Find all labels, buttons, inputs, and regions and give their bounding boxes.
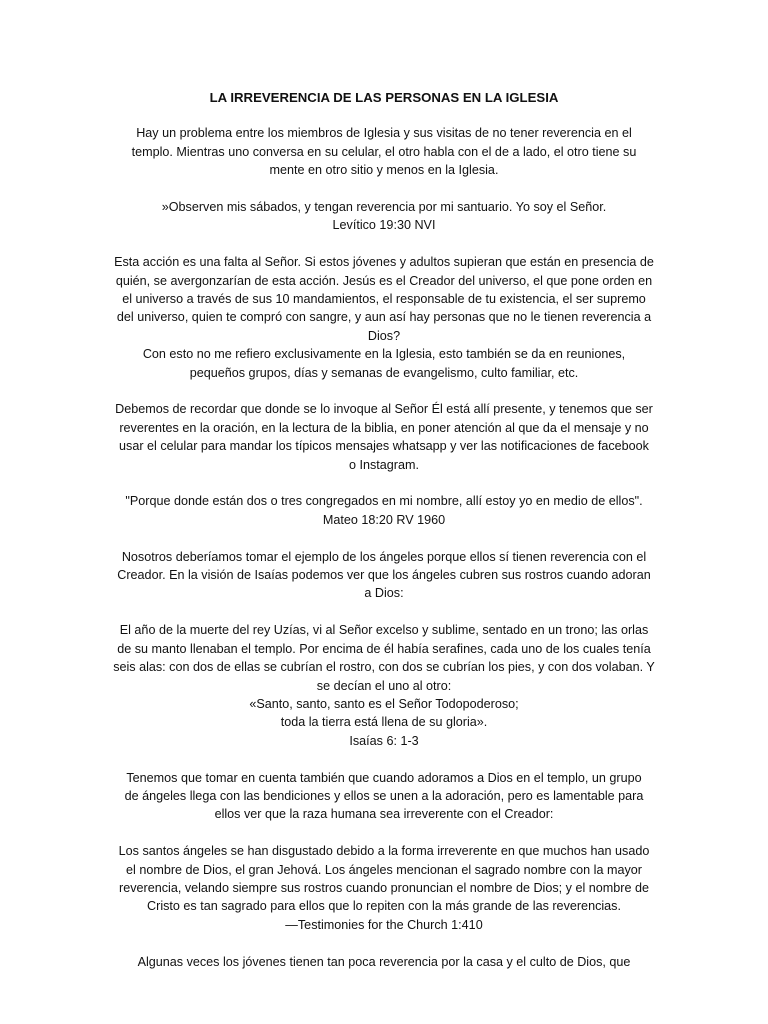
text-line: toda la tierra está llena de su gloria».	[280, 715, 488, 730]
document-page	[108, 89, 660, 989]
text-line: Nosotros deberíamos tomar el ejemplo de los ángeles porque ellos sí tienen reverencia con el	[121, 549, 647, 564]
text-line: Los santos ángeles se han disgustado debido a la forma irreverente en que muchos han usado	[118, 844, 650, 859]
text-line: ellos ver que la raza humana sea irreverente con el Creador:	[214, 807, 554, 822]
text-line: a Dios:	[364, 586, 404, 601]
text-line: quién, se avergonzarían de esta acción. Jesús es el Creador del universo, el que pone orden en	[115, 273, 653, 288]
text-line: reverencia, velando siempre sus rostros cuando pronuncian el nombre de Dios; y el nombre de	[119, 880, 649, 895]
text-line: Hay un problema entre los miembros de Iglesia y sus visitas de no tener reverencia en el	[136, 126, 632, 141]
text-line: Creador. En la visión de Isaías podemos ver que los ángeles cubren sus rostros cuando adoran	[117, 568, 651, 583]
text-line: el nombre de Dios, el gran Jehová. Los ángeles mencionan el sagrado nombre con la mayor	[126, 862, 642, 877]
paragraph-algunas-veces	[108, 953, 660, 971]
paragraph-quote-mateo	[108, 492, 660, 529]
text-line: del universo, quien te compró con sangre, y aun así hay personas que no le tienen reverencia a	[116, 310, 652, 325]
text-line: Mateo 18:20 RV 1960	[322, 512, 446, 527]
document-body	[108, 124, 660, 971]
text-line: «Santo, santo, santo es el Señor Todopoderoso;	[249, 696, 519, 711]
text-line: se decían el uno al otro:	[316, 678, 452, 693]
paragraph-angeles	[108, 548, 660, 603]
text-line: templo. Mientras uno conversa en su celular, el otro habla con el de a lado, el otro tiene su	[131, 144, 637, 159]
text-line: Isaías 6: 1-3	[349, 733, 419, 748]
paragraph-quote-isaias	[108, 621, 660, 750]
text-line: o Instagram.	[349, 457, 419, 472]
text-line: el universo a través de sus 10 mandamientos, el responsable de tu existencia, el ser supremo	[122, 292, 646, 307]
text-line: »Observen mis sábados, y tengan reverencia por mi santuario. Yo soy el Señor.	[161, 200, 607, 215]
text-line: Debemos de recordar que donde se lo invoque al Señor Él está allí presente, y tenemos que ser	[115, 402, 653, 417]
paragraph-quote-testimonies	[108, 842, 660, 934]
text-line: Tenemos que tomar en cuenta también que cuando adoramos a Dios en el templo, un grupo	[126, 770, 642, 785]
text-line: —Testimonies for the Church 1:410	[285, 917, 483, 932]
text-line: de ángeles llega con las bendiciones y ellos se unen a la adoración, pero es lamentable para	[124, 788, 644, 803]
paragraph-tenemos-que-tomar	[108, 769, 660, 824]
text-line: "Porque donde están dos o tres congregados en mi nombre, allí estoy yo en medio de ellos".	[125, 494, 643, 509]
text-line: mente en otro sitio y menos en la Iglesia.	[269, 163, 499, 178]
text-line: Dios?	[367, 328, 401, 343]
text-line: Levítico 19:30 NVI	[332, 218, 436, 233]
text-line: Algunas veces los jóvenes tienen tan poca reverencia por la casa y el culto de Dios, que	[137, 954, 631, 969]
document-title: LA IRREVERENCIA DE LAS PERSONAS EN LA IGLESIA	[209, 90, 559, 105]
text-line: El año de la muerte del rey Uzías, vi al Señor excelso y sublime, sentado en un trono; las orlas	[119, 623, 649, 638]
text-line: Esta acción es una falta al Señor. Si estos jóvenes y adultos supieran que están en presencia de	[114, 255, 654, 270]
text-line: seis alas: con dos de ellas se cubrían el rostro, con dos se cubrían los pies, y con dos volaban. Y	[113, 660, 655, 675]
paragraph-quote-leviticus	[108, 198, 660, 235]
text-line: de su manto llenaban el templo. Por encima de él había serafines, cada uno de los cuales tenía	[117, 641, 651, 656]
text-line: Con esto no me refiero exclusivamente en la Iglesia, esto también se da en reuniones,	[142, 347, 626, 362]
text-line: usar el celular para mandar los típicos mensajes whatsapp y ver las notificaciones de facebook	[119, 439, 649, 454]
paragraph-falta-al-senor	[108, 253, 660, 382]
text-line: pequeños grupos, días y semanas de evangelismo, culto familiar, etc.	[189, 365, 579, 380]
text-line: reverentes en la oración, en la lectura de la biblia, en poner atención al que da el mensaje y no	[119, 420, 649, 435]
paragraph-intro	[108, 124, 660, 179]
text-line: Cristo es tan sagrado para ellos que lo repiten con la más grande de las reverencias.	[147, 899, 621, 914]
paragraph-debemos-recordar	[108, 400, 660, 474]
